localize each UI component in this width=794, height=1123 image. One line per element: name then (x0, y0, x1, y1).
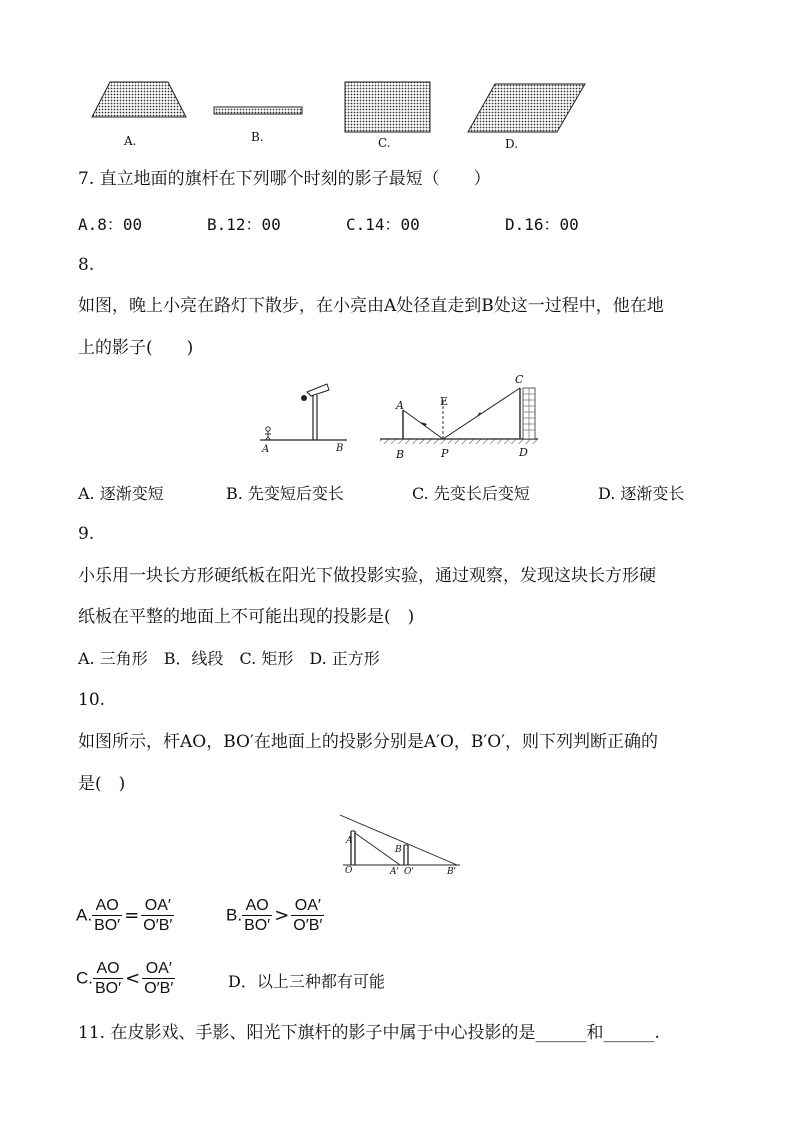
q7-option-a: A.8：00 (78, 215, 143, 234)
q10-number: 10. (78, 690, 106, 710)
shape-label-a: A. (124, 134, 137, 148)
q10-option-b: B. $\frac{AO}{BO'}$ > $\frac{OA'}{O'B'}$ (226, 897, 323, 934)
reflection-label-a: A (396, 399, 404, 412)
q8-option-c: C. 先变长后变短 (412, 484, 530, 503)
q8-stem-line2: 上的影子( ) (78, 338, 194, 358)
q8-option-b: B. 先变短后变长 (226, 484, 344, 503)
q9-options: A. 三角形 B．线段 C. 矩形 D. 正方形 (78, 649, 380, 668)
poles-label-a-prime: A' (390, 867, 399, 877)
reflection-label-b: B (396, 448, 405, 461)
lamp-label-a: A (262, 444, 270, 455)
q8-stem-line1: 如图，晚上小亮在路灯下散步，在小亮由A处径直走到B处这一过程中，他在地 (78, 296, 664, 316)
shape-options-figure (80, 72, 600, 152)
poles-label-b: B (395, 845, 402, 855)
q9-stem-line1: 小乐用一块长方形硬纸板在阳光下做投影实验，通过观察，发现这块长方形硬 (78, 566, 656, 586)
q7-option-c: C.14：00 (346, 215, 420, 234)
q9-number: 9. (78, 524, 95, 544)
parallelogram-shape (468, 84, 585, 132)
q9-stem-line2: 纸板在平整的地面上不可能出现的投影是( ) (78, 607, 415, 627)
rectangle-shape (345, 82, 430, 132)
poles-label-o: O (345, 866, 353, 876)
thin-rectangle-shape (214, 107, 302, 114)
reflection-label-p: P (441, 447, 449, 460)
q10-option-a: A. $\frac{AO}{BO'}$ = $\frac{OA'}{O'B'}$ (76, 897, 173, 934)
q10-option-c: C. $\frac{AO}{BO'}$ < $\frac{OA'}{O'B'}$ (76, 960, 174, 997)
poles-label-a: A (346, 836, 353, 846)
poles-label-b-prime: B' (447, 867, 457, 877)
reflection-label-d: D (519, 446, 528, 459)
q10-stem-line1: 如图所示，杆AO，BO′在地面上的投影分别是A′O，B′O′，则下列判断正确的 (78, 732, 659, 752)
reflection-label-e: E (440, 395, 449, 408)
q8-number: 8. (78, 255, 95, 275)
q8-option-a: A. 逐渐变短 (78, 484, 164, 503)
shape-label-d: D. (505, 137, 519, 151)
q7-stem: 7. 直立地面的旗杆在下列哪个时刻的影子最短（ ） (78, 169, 491, 189)
shape-label-b: B. (251, 130, 264, 144)
q7-option-d: D.16：00 (505, 215, 579, 234)
trapezoid-shape (92, 82, 186, 117)
q10-option-d: D．以上三种都有可能 (228, 972, 385, 991)
q8-option-d: D. 逐渐变长 (598, 484, 685, 503)
reflection-label-c: C (515, 373, 524, 386)
lamp-label-b: B (336, 443, 344, 454)
q10-stem-line2: 是( ) (78, 774, 126, 794)
q7-option-b: B.12：00 (207, 215, 281, 234)
shape-label-c: C. (378, 136, 391, 150)
q11-stem: 11. 在皮影戏、手影、阳光下旗杆的影子中属于中心投影的是______和______. (78, 1023, 660, 1043)
poles-label-o-prime: O' (404, 867, 414, 877)
